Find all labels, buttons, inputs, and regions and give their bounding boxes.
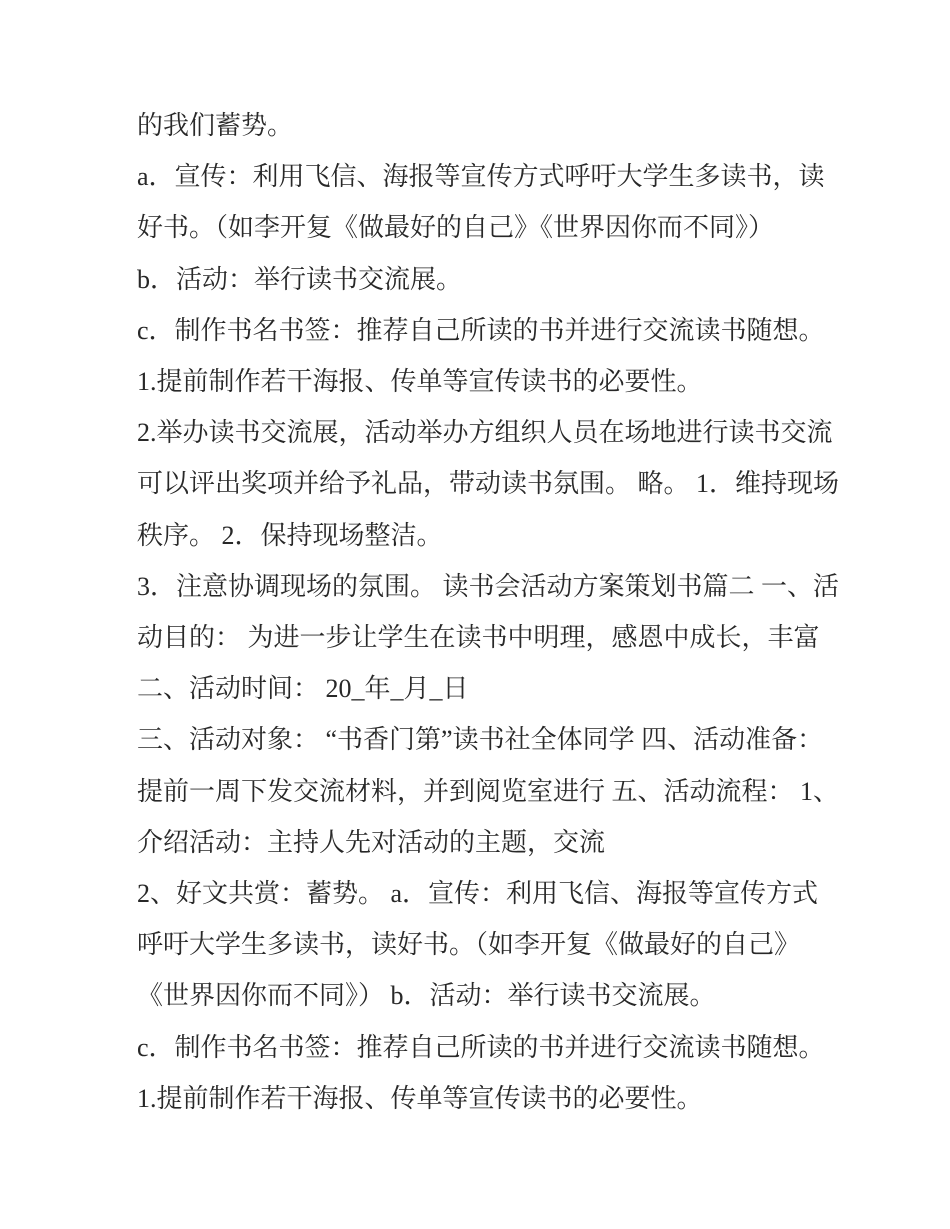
text-line: a．宣传：利用飞信、海报等宣传方式呼吁大学生多读书，读 — [137, 162, 825, 192]
text-line: 提前一周下发交流材料，并到阅览室进行 五、活动流程： 1、 — [137, 776, 840, 806]
text-line: 三、活动对象： “书香门第”读书社全体同学 四、活动准备： — [137, 725, 824, 755]
text-line: 介绍活动：主持人先对活动的主题，交流 — [137, 827, 606, 857]
text-line: 3．注意协调现场的氛围。 读书会活动方案策划书篇二 一、活 — [137, 571, 840, 601]
text-line: c．制作书名书签：推荐自己所读的书并进行交流读书随想。 — [137, 1032, 825, 1062]
text-line: 1.提前制作若干海报、传单等宣传读书的必要性。 — [137, 1083, 703, 1113]
text-line: 1.提前制作若干海报、传单等宣传读书的必要性。 — [137, 367, 703, 397]
text-line: 《世界因你而不同》） b．活动：举行读书交流展。 — [137, 981, 716, 1011]
text-line: 动目的： 为进一步让学生在读书中明理，感恩中成长，丰富 — [137, 623, 820, 653]
text-line: 的我们蓄势。 — [137, 111, 294, 140]
text-line: c．制作书名书签：推荐自己所读的书并进行交流读书随想。 — [137, 315, 825, 345]
text-line: 秩序。 2．保持现场整洁。 — [137, 520, 443, 550]
text-line: 好书。（如李开复《做最好的自己》《世界因你而不同》） — [137, 213, 775, 243]
text-line: 二、活动时间： 20_年_月_日 — [137, 674, 469, 704]
text-line: 呼吁大学生多读书，读好书。（如李开复《做最好的自己》 — [137, 930, 801, 960]
text-line: b．活动：举行读书交流展。 — [137, 264, 463, 294]
text-line: 2.举办读书交流展，活动举办方组织人员在场地进行读书交流 — [137, 418, 833, 448]
text-line: 可以评出奖项并给予礼品，带动读书氛围。 略。 1．维持现场 — [137, 469, 840, 499]
text-line: 2、好文共赏：蓄势。 a．宣传：利用飞信、海报等宣传方式 — [137, 879, 819, 909]
